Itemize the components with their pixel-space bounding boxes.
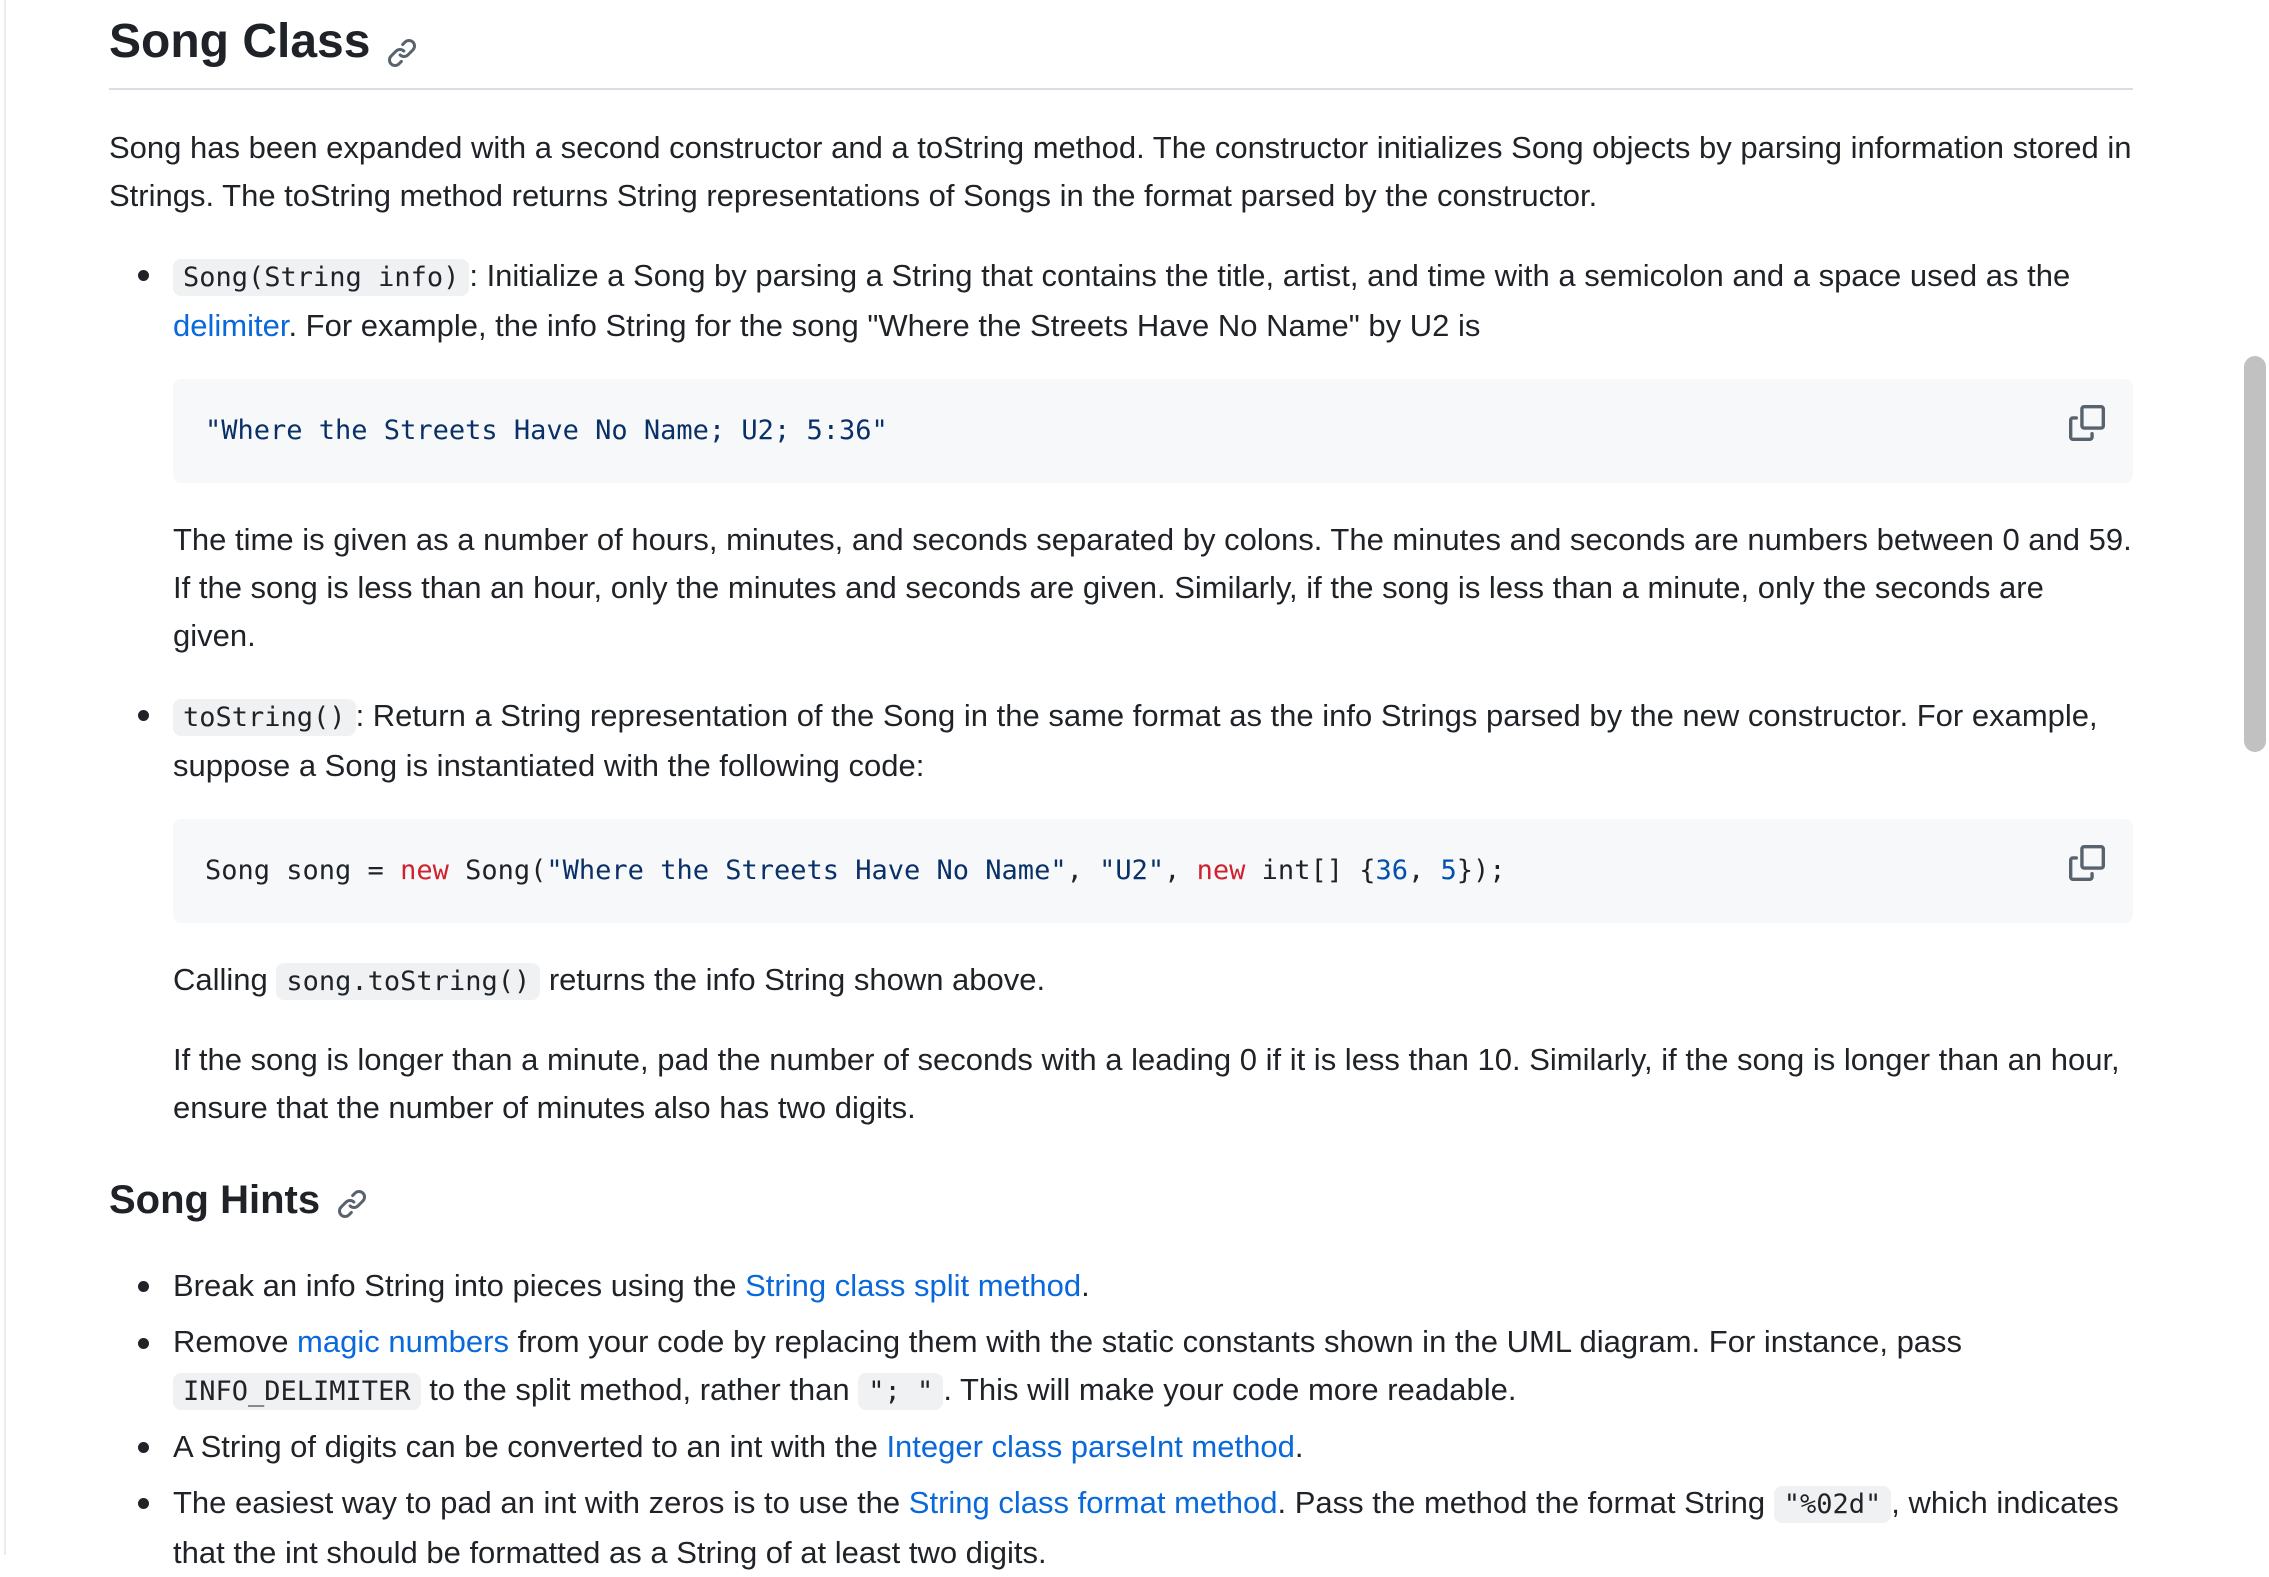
delimiter-link[interactable]: delimiter (173, 308, 289, 343)
parseint-method-link[interactable]: Integer class parseInt method (886, 1429, 1295, 1464)
inline-code: Song(String info) (173, 259, 469, 296)
hint-format: The easiest way to pad an int with zeros is to use the String class format method. Pass the method the format String "%02d" , which indicates that the int should be formatted as a String of at least two digits. (173, 1485, 2119, 1570)
inline-code: "%02d" (1774, 1486, 1892, 1523)
code-string: "Where the Streets Have No Name; U2; 5:36" (205, 415, 888, 446)
split-method-link[interactable]: String class split method (745, 1268, 1082, 1303)
hint-parseint: A String of digits can be converted to an int with the Integer class parseInt method. (173, 1429, 1304, 1464)
list-item-tostring (173, 692, 2133, 790)
inline-code: "; " (858, 1373, 943, 1410)
item-text: : Return a String representation of the Song in the same format as the info Strings parsed by the new constructor. For example, suppose a Song is instantiated with the following code: (173, 698, 2098, 783)
time-format-paragraph: The time is given as a number of hours, minutes, and seconds separated by colons. The minutes and seconds are numbers between 0 and 59. If the song is less than an hour, only the minutes and seconds are given. Similarly, if the song is less than a minute, only the seconds are given. (173, 522, 2132, 653)
hints-title: Song Hints (109, 1178, 321, 1222)
list-bullet (138, 710, 149, 721)
calling-paragraph: Calling song.toString() returns the info String shown above. (173, 956, 2133, 1006)
list-bullet (138, 1498, 149, 1509)
format-method-link[interactable]: String class format method (908, 1485, 1278, 1520)
hint-magic-numbers: Remove magic numbers from your code by replacing them with the static constants shown in the UML diagram. For instance, pass INFO_DELIMITER to the split method, rather than "; " . This will make your code more readable. (173, 1318, 2133, 1416)
magic-numbers-link[interactable]: magic numbers (297, 1324, 509, 1359)
content-left-border (4, 0, 6, 1555)
copy-icon[interactable] (2069, 845, 2105, 881)
padding-paragraph: If the song is longer than a minute, pad the number of seconds with a leading 0 if it is less than 10. Similarly, if the song is longer than an hour, ensure that the number of minutes also has two digits. (173, 1042, 2120, 1125)
item-text: . For example, the info String for the song "Where the Streets Have No Name" by U2 is (288, 308, 1481, 343)
code-block: Song song = new Song("Where the Streets Have No Name", "U2", new int[] {36, 5}); (173, 819, 2133, 923)
heading-divider (109, 88, 2133, 90)
code-block (173, 379, 2133, 483)
scrollbar-thumb[interactable] (2244, 356, 2266, 752)
inline-code: toString() (173, 699, 356, 736)
item-text: : Initialize a Song by parsing a String that contains the title, artist, and time with a semicolon and a space used as the (469, 258, 2071, 293)
inline-code: song.toString() (276, 963, 540, 1000)
inline-code: INFO_DELIMITER (173, 1373, 421, 1410)
link-icon[interactable] (386, 26, 418, 58)
list-item-constructor (173, 252, 2133, 350)
intro-paragraph: Song has been expanded with a second constructor and a toString method. The constructor initializes Song objects by parsing information stored in Strings. The toString method returns String representations of Songs in the format parsed by the constructor. (109, 130, 2132, 213)
list-bullet (138, 270, 149, 281)
section-heading-song-hints (109, 1178, 368, 1223)
list-bullet (138, 1442, 149, 1453)
section-title: Song Class (109, 15, 371, 68)
copy-icon[interactable] (2069, 405, 2105, 441)
hint-split: Break an info String into pieces using the String class split method. (173, 1268, 1090, 1303)
list-bullet (138, 1338, 149, 1349)
section-heading-song-class (109, 14, 418, 69)
link-icon[interactable] (336, 1185, 368, 1217)
list-bullet (138, 1281, 149, 1292)
scrollbar-track[interactable] (2240, 0, 2269, 1555)
